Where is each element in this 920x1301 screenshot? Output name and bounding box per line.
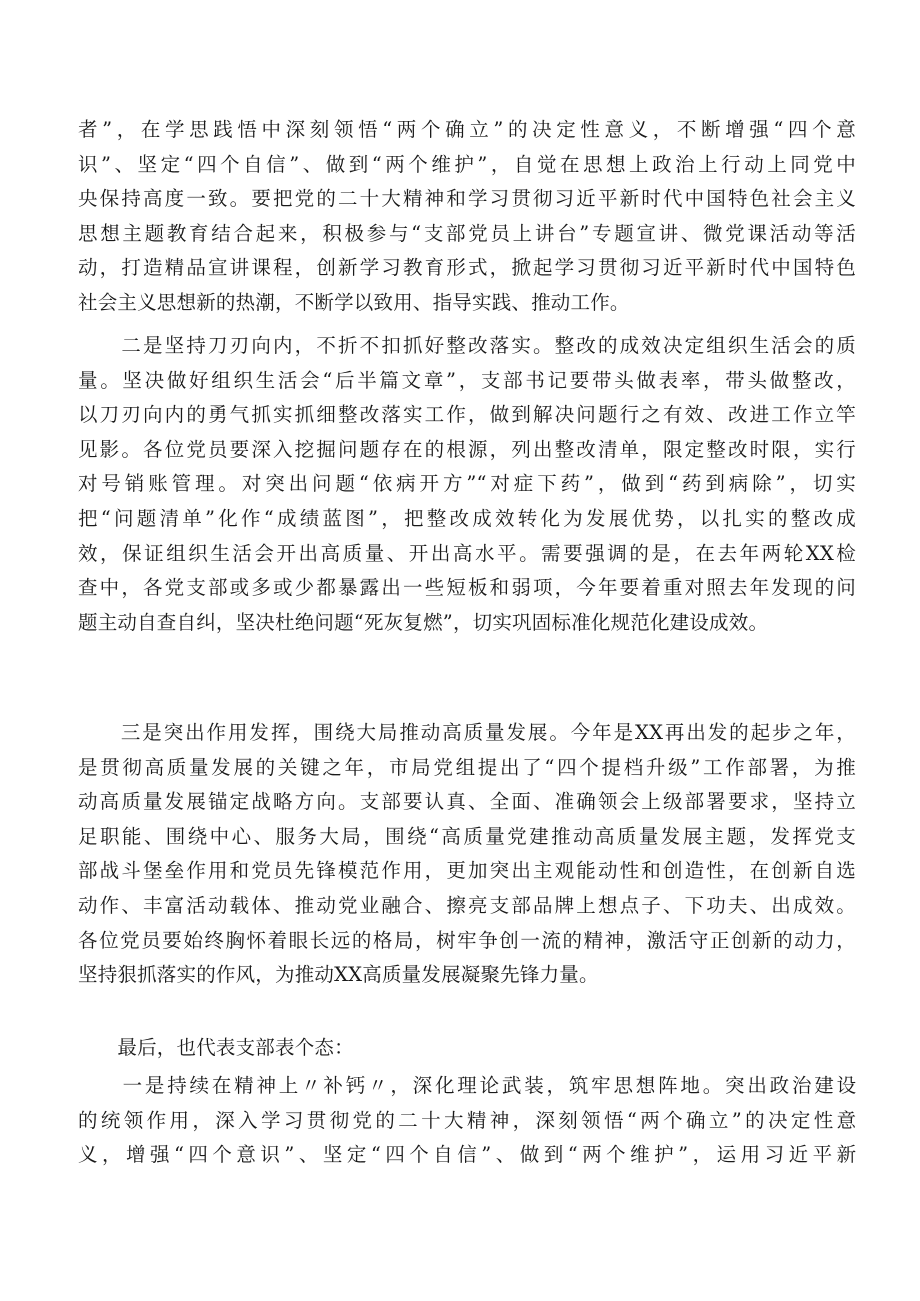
text-line: 动，打造精品宣讲课程，创新学习教育形式，掀起学习贯彻习近平新时代中国特色 [78,256,856,280]
text-line: 义，增强“四个意识”、坚定“四个自信”、做到“两个维护”，运用习近平新 [78,1143,856,1167]
text-line: 对号销账管理。对突出问题“依病开方”“对症下药”，做到“药到病除”，切实 [78,472,856,496]
text-line: 最后，也代表支部表个态： [78,1036,354,1059]
text-line: 思想主题教育结合起来，积极参与“支部党员上讲台”专题宣讲、微党课活动等活 [78,221,856,245]
paragraph-1-continuation [78,113,856,321]
text-line: 题主动自查自纠，坚决杜绝问题“死灰复燃”，切实巩固标准化规范化建设成效。 [78,610,769,634]
paragraph-2-rectification [78,329,856,640]
text-line: 三是突出作用发挥，围绕大局推动高质量发展。今年是XX再出发的起步之年， [78,721,856,744]
text-line: 见影。各位党员要深入挖掘问题存在的根源，列出整改清单，限定整改时限，实行 [78,437,856,461]
text-line: 是贯彻高质量发展的关键之年，市局党组提出了“四个提档升级”工作部署，为推 [78,755,856,779]
text-line: 识”、坚定“四个自信”、做到“两个维护”，自觉在思想上政治上行动上同党中 [78,152,856,176]
text-line: 者”，在学思践悟中深刻领悟“两个确立”的决定性意义，不断增强“四个意 [78,118,856,141]
text-line: 央保持高度一致。要把党的二十大精神和学习贯彻习近平新时代中国特色社会主义 [78,187,856,211]
paragraph-4-closing [78,1031,856,1066]
text-line: 各位党员要始终胸怀着眼长远的格局，树牢争创一流的精神，激活守正创新的动力， [78,928,856,952]
text-line: 效，保证组织生活会开出高质量、开出高水平。需要强调的是，在去年两轮XX检 [78,541,856,565]
text-line: 部战斗堡垒作用和党员先锋模范作用，更加突出主观能动性和创造性，在创新自选 [78,859,856,883]
text-line: 以刀刃向内的勇气抓实抓细整改落实工作，做到解决问题行之有效、改进工作立竿 [78,403,856,427]
text-line: 查中，各党支部或多或少都暴露出一些短板和弱项，今年要着重对照去年发现的问 [78,576,856,600]
text-line: 量。坚决做好组织生活会“后半篇文章”，支部书记要带头做表率，带头做整改， [78,368,856,392]
text-line: 二是坚持刀刃向内，不折不扣抓好整改落实。整改的成效决定组织生活会的质 [78,334,856,357]
text-line: 社会主义思想新的热潮，不断学以致用、指导实践、推动工作。 [78,290,630,314]
text-line: 把“问题清单”化作“成绩蓝图”，把整改成效转化为发展优势，以扎实的整改成 [78,506,856,530]
paragraph-3-role [78,716,856,993]
text-line: 足职能、围绕中心、服务大局，围绕“高质量党建推动高质量发展主题，发挥党支 [78,824,856,848]
text-line: 动作、丰富活动载体、推动党业融合、擦亮支部品牌上想点子、下功夫、出成效。 [78,893,856,917]
paragraph-5-commitment [78,1069,856,1173]
text-line: 坚持狠抓落实的作风，为推动XX高质量发展凝聚先锋力量。 [78,963,599,987]
text-line: 的统领作用，深入学习贯彻党的二十大精神，深刻领悟“两个确立”的决定性意 [78,1108,856,1132]
text-line: 动高质量发展锚定战略方向。支部要认真、全面、准确领会上级部署要求，坚持立 [78,790,856,814]
text-line: 一是持续在精神上〃补钙〃，深化理论武装，筑牢思想阵地。突出政治建设 [78,1074,856,1097]
